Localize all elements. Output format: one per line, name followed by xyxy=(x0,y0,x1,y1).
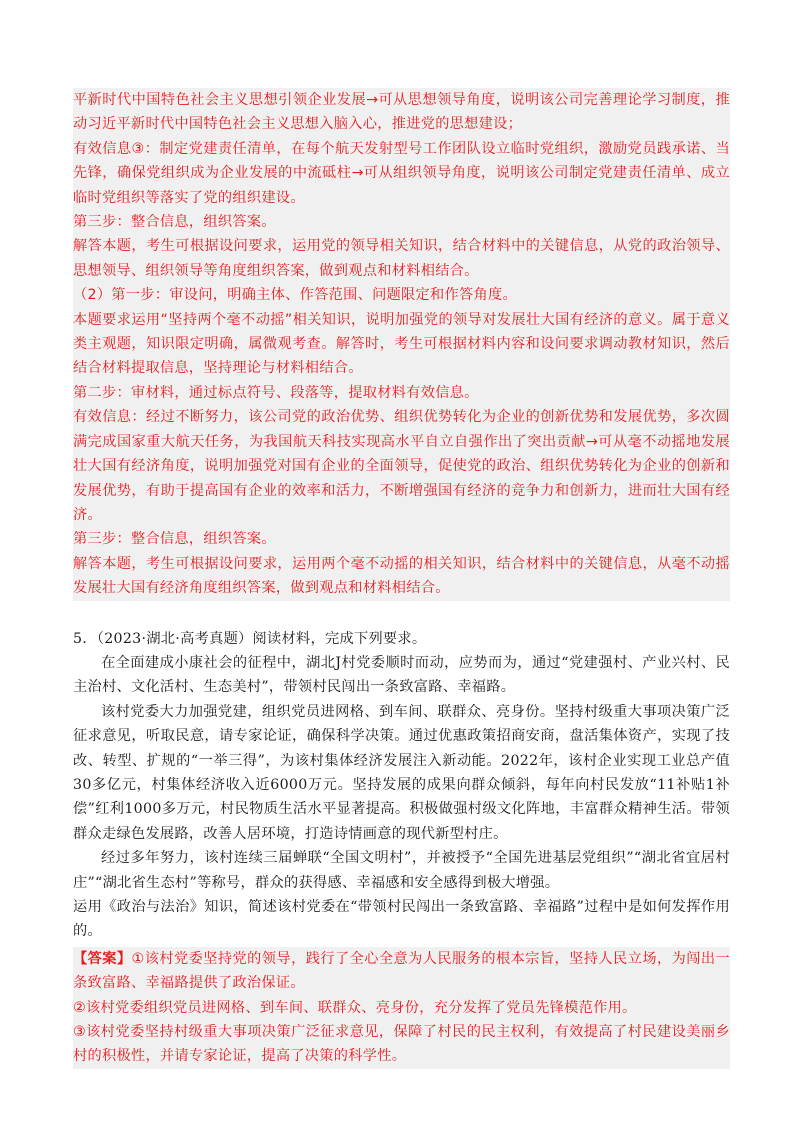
answer-item xyxy=(73,947,730,996)
solution-paragraph: 本题要求运用“坚持两个毫不动摇”相关知识，说明加强党的领导对发展壮大国有经济的意义。属于意义类主观题，知识限定明确，属微观考查。解答时，考生可根据材料内容和设问要求调动教材知识，然后结合材料提取信息，坚持理论与材料相结合。 xyxy=(73,311,730,377)
solution-paragraph: 第三步：整合信息，组织答案。 xyxy=(73,531,276,548)
solution-paragraph: 第三步：整合信息，组织答案。 xyxy=(73,214,276,231)
solution-paragraph: 第二步：审材料，通过标点符号、段落等，提取材料有效信息。 xyxy=(73,384,479,401)
question-5 xyxy=(73,627,730,944)
solution-paragraph: （2）第一步：审设问，明确主体、作答范围、问题限定和作答角度。 xyxy=(73,287,517,304)
answer-item: ③该村党委坚持村级重大事项决策广泛征求意见，保障了村民的民主权利，有效提高了村民建设美丽乡村的积极性，并请专家论证，提高了决策的科学性。 xyxy=(73,1024,730,1065)
solution-paragraph: 平新时代中国特色社会主义思想引领企业发展→可从思想领导角度，说明该公司完善理论学习制度，推动习近平新时代中国特色社会主义思想入脑入心，推进党的思想建设； xyxy=(73,92,730,133)
material-paragraph: 该村党委大力加强党建，组织党员进网格、到车间、联群众、亮身份。坚持村级重大事项决策广泛征求意见，听取民意，请专家论证，确保科学决策。通过优惠政策招商安商，盘活集体资产，实现了技改、转型、扩规的“一举三得”，为该村集体经济发展注入新动能。2022年，该村企业实现工业总产值30多亿元，村集体经济收入近6000万元。坚持发展的成果向群众倾斜，每年向村民发放“11补贴1补偿”红利1000多万元，村民物质生活水平显著提高。积极做强村级文化阵地，丰富群众精神生活。带领群众走绿色发展路，改善人居环境，打造诗情画意的现代新型村庄。 xyxy=(73,703,730,842)
answer-text: ①该村党委坚持党的领导，践行了全心全意为人民服务的根本宗旨，坚持人民立场，为闯出一条致富路、幸福路提供了政治保证。 xyxy=(73,950,730,992)
solution-paragraph: 解答本题，考生可根据设问要求，运用两个毫不动摇的相关知识，结合材料中的关键信息，从毫不动摇发展壮大国有经济角度组织答案，做到观点和材料相结合。 xyxy=(73,555,730,597)
answer-item: ②该村党委组织党员进网格、到车间、联群众、亮身份，充分发挥了党员先锋模范作用。 xyxy=(73,999,637,1016)
question-prompt: 运用《政治与法治》知识，简述该村党委在“带领村民闯出一条致富路、幸福路”过程中是如何发挥作用的。 xyxy=(73,899,730,940)
question-header: 5．（2023·湖北·高考真题）阅读材料，完成下列要求。 xyxy=(73,630,427,647)
solution-paragraph: 有效信息：经过不断努力，该公司党的政治优势、组织优势转化为企业的创新优势和发展优势，多次圆满完成国家重大航天任务，为我国航天科技实现高水平自立自强作出了突出贡献→可从毫不动摇地发展壮大国有经济角度，说明加强党对国有企业的全面领导，促使党的政治、组织优势转化为企业的创新和发展优势，有助于提高国有企业的效率和活力，不断增强国有经济的竞争力和创新力，进而壮大国有经济。 xyxy=(73,409,730,523)
material-paragraph: 在全面建成小康社会的征程中，湖北J村党委顺时而动，应势而为，通过“党建强村、产业兴村、民主治村、文化活村、生态美村”，带领村民闯出一条致富路、幸福路。 xyxy=(73,654,730,696)
page-content xyxy=(73,88,730,1069)
material-paragraph: 经过多年努力，该村连续三届蝉联“全国文明村”，并被授予“全国先进基层党组织”“湖北省宜居村庄”“湖北省生态村”等称号，群众的获得感、幸福感和安全感得到极大增强。 xyxy=(73,850,730,891)
solution-analysis xyxy=(73,88,730,601)
solution-paragraph: 有效信息③：制定党建责任清单，在每个航天发射型号工作团队设立临时党组织，激励党员践承诺、当先锋，确保党组织成为企业发展的中流砥柱→可从组织领导角度，说明该公司制定党建责任清单、成立临时党组织等落实了党的组织建设。 xyxy=(73,140,730,206)
answer-tag: 【答案】 xyxy=(73,950,132,967)
answer-block xyxy=(73,947,730,1069)
solution-paragraph: 解答本题，考生可根据设问要求，运用党的领导相关知识，结合材料中的关键信息，从党的政治领导、思想领导、组织领导等角度组织答案，做到观点和材料相结合。 xyxy=(73,238,730,279)
